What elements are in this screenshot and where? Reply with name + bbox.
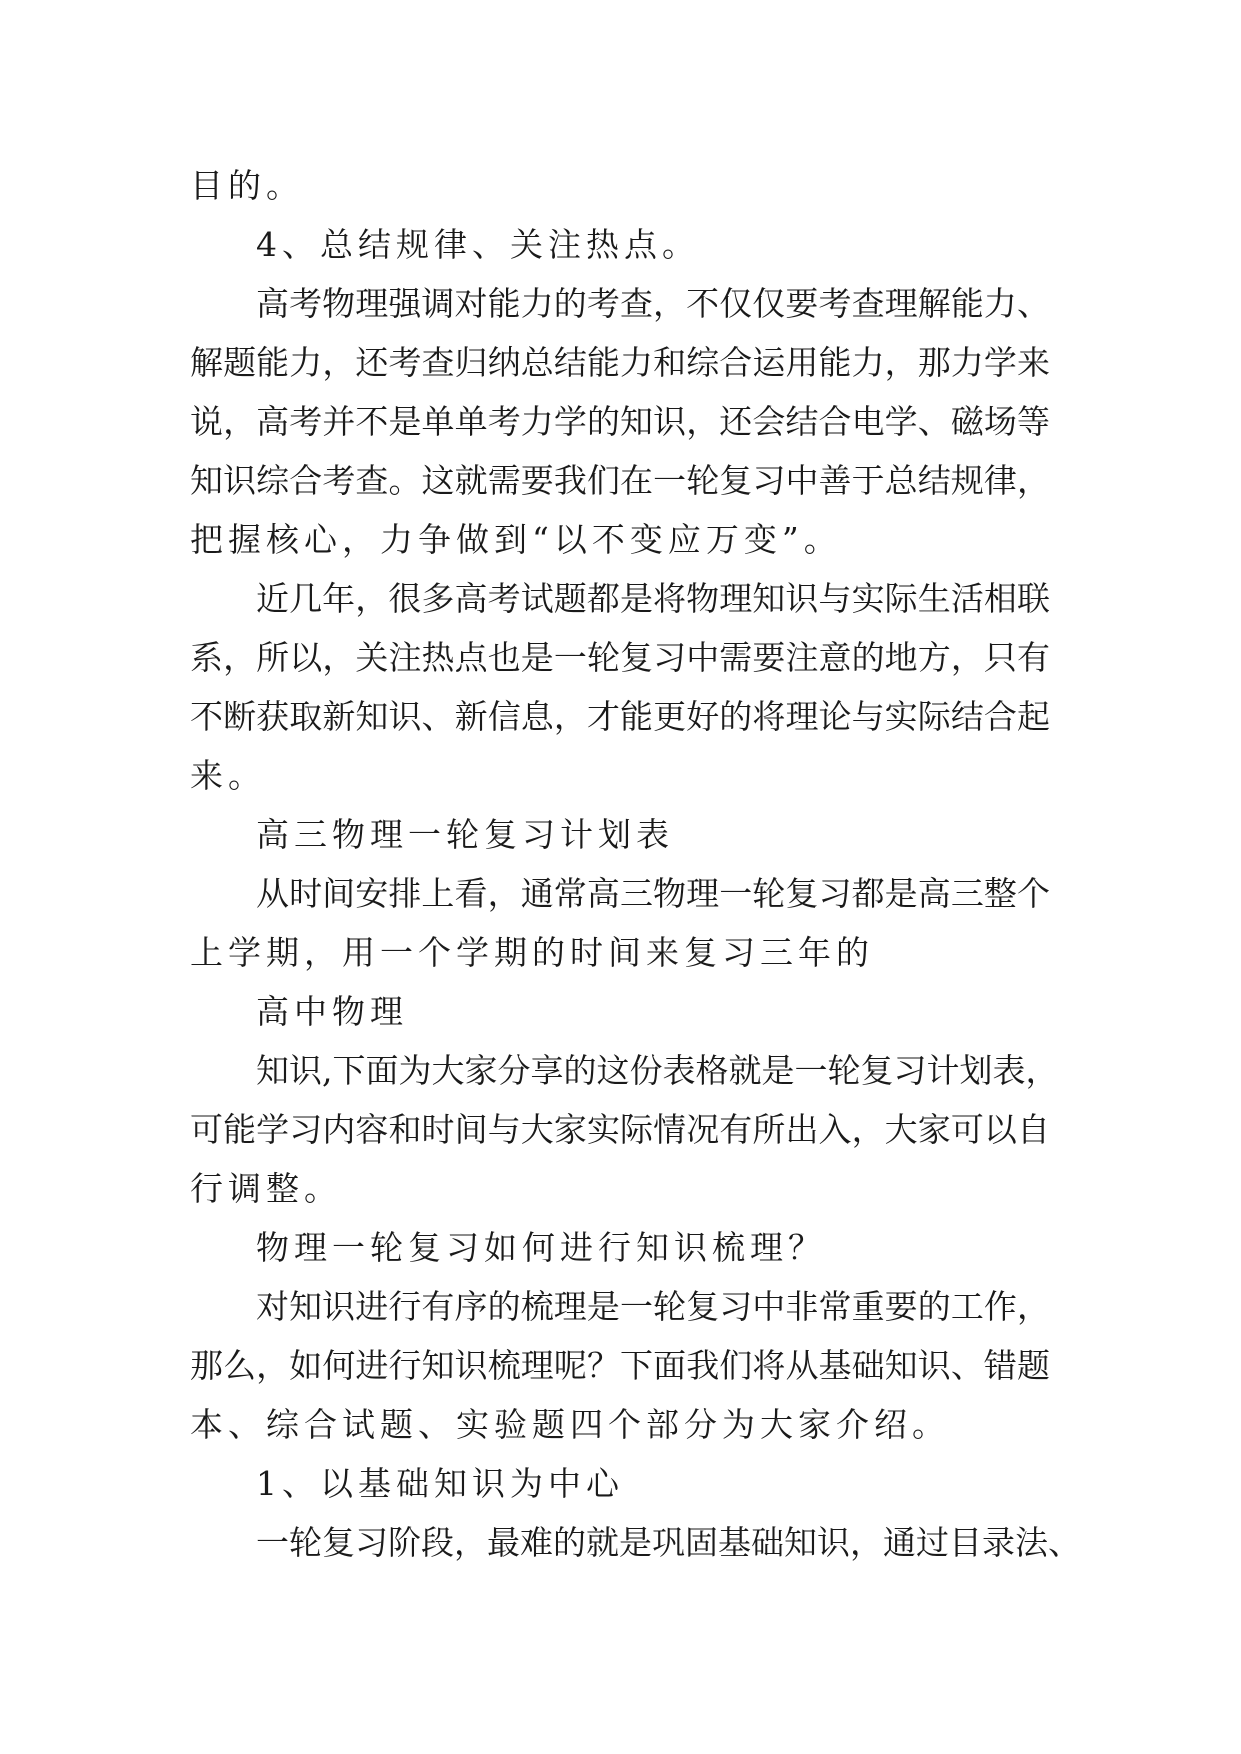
- text-line: 行调整。: [190, 1169, 342, 1208]
- text-line: 不断获取新知识、新信息，才能更好的将理论与实际结合起: [190, 697, 1050, 736]
- text-line: 知识,下面为大家分享的这份表格就是一轮复习计划表，: [256, 1051, 1059, 1090]
- text-line: 高中物理: [256, 992, 408, 1031]
- text-line: 可能学习内容和时间与大家实际情况有所出入，大家可以自: [190, 1110, 1050, 1149]
- text-line: 来。: [190, 756, 266, 795]
- section-heading: 1、以基础知识为中心: [256, 1464, 624, 1503]
- text-line: 目的。: [190, 166, 304, 205]
- text-line: 本、综合试题、实验题四个部分为大家介绍。: [190, 1405, 950, 1444]
- text-line: 那么，如何进行知识梳理呢？下面我们将从基础知识、错题: [190, 1346, 1050, 1385]
- section-heading: 高三物理一轮复习计划表: [256, 815, 674, 854]
- text-line: 说，高考并不是单单考力学的知识，还会结合电学、磁场等: [190, 402, 1050, 441]
- text-line: 高考物理强调对能力的考查，不仅仅要考查理解能力、: [256, 284, 1050, 323]
- text-line: 一轮复习阶段，最难的就是巩固基础知识，通过目录法、: [256, 1523, 1081, 1562]
- text-line: 上学期，用一个学期的时间来复习三年的: [190, 933, 874, 972]
- document-body: [190, 156, 1081, 1572]
- text-line: 对知识进行有序的梳理是一轮复习中非常重要的工作，: [256, 1287, 1050, 1326]
- text-line: 把握核心，力争做到“以不变应万变”。: [190, 520, 842, 559]
- text-line: 从时间安排上看，通常高三物理一轮复习都是高三整个: [256, 874, 1050, 913]
- text-line: 近几年，很多高考试题都是将物理知识与实际生活相联: [256, 579, 1050, 618]
- section-heading: 物理一轮复习如何进行知识梳理？: [256, 1228, 826, 1267]
- text-line: 解题能力，还考查归纳总结能力和综合运用能力，那力学来: [190, 343, 1050, 382]
- section-heading: 4、总结规律、关注热点。: [256, 225, 700, 264]
- text-line: 知识综合考查。这就需要我们在一轮复习中善于总结规律，: [190, 461, 1050, 500]
- text-line: 系，所以，关注热点也是一轮复习中需要注意的地方，只有: [190, 638, 1050, 677]
